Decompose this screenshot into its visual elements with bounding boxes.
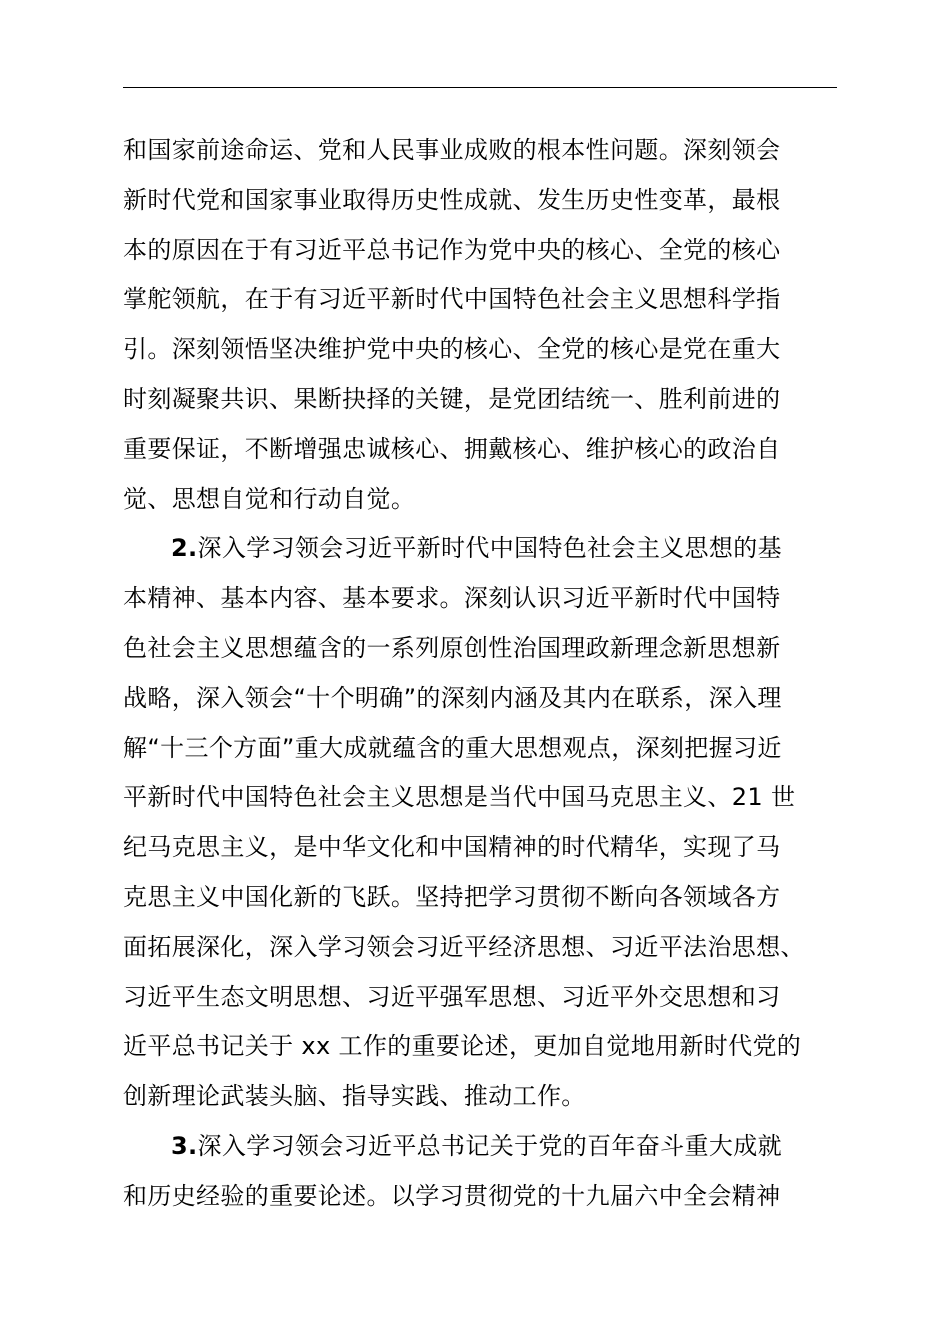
text-line: 纪马克思主义，是中华文化和中国精神的时代精华，实现了马: [123, 833, 781, 862]
text-line: 和历史经验的重要论述。以学习贯彻党的十九届六中全会精神: [123, 1181, 781, 1210]
paragraph-start-3: [123, 1122, 837, 1172]
text-line: 平新时代中国特色社会主义思想是当代中国马克思主义、21 世: [123, 783, 796, 812]
text-line: 创新理论武装头脑、指导实践、推动工作。: [123, 1082, 586, 1111]
text-line: 觉、思想自觉和行动自觉。: [123, 484, 416, 513]
text-line: 和国家前途命运、党和人民事业成败的根本性问题。深刻领会: [123, 136, 781, 164]
text-line: 本精神、基本内容、基本要求。深刻认识习近平新时代中国特: [123, 584, 781, 613]
text-line: 克思主义中国化新的飞跃。坚持把学习贯彻不断向各领域各方: [123, 882, 781, 911]
item-number: 2.: [171, 534, 198, 563]
text-line: 本的原因在于有习近平总书记作为党中央的核心、全党的核心: [123, 235, 781, 264]
text-line: 新时代党和国家事业取得历史性成就、发生历史性变革，最根: [123, 185, 781, 214]
text-line: 重要保证，不断增强忠诚核心、拥戴核心、维护核心的政治自: [123, 434, 781, 463]
text-line: 深入学习领会习近平总书记关于党的百年奋斗重大成就: [197, 1131, 782, 1160]
text-line: 近平总书记关于 xx 工作的重要论述，更加自觉地用新时代党的: [123, 1032, 802, 1061]
body-text: [123, 126, 837, 1222]
text-line: 掌舵领航，在于有习近平新时代中国特色社会主义思想科学指: [123, 285, 781, 314]
text-line: 战略，深入领会“十个明确”的深刻内涵及其内在联系，深入理: [123, 683, 782, 712]
paragraph-start-2: [123, 524, 837, 574]
header-rule: [123, 87, 837, 88]
item-number: 3.: [171, 1131, 198, 1160]
text-line: 时刻凝聚共识、果断抉择的关键，是党团结统一、胜利前进的: [123, 384, 781, 413]
text-line: 深入学习领会习近平新时代中国特色社会主义思想的基: [197, 534, 782, 563]
text-line: 解“十三个方面”重大成就蕴含的重大思想观点，深刻把握习近: [123, 733, 782, 762]
text-line: 习近平生态文明思想、习近平强军思想、习近平外交思想和习: [123, 982, 781, 1011]
text-line: 色社会主义思想蕴含的一系列原创性治国理政新理念新思想新: [123, 633, 781, 662]
text-line: 面拓展深化，深入学习领会习近平经济思想、习近平法治思想、: [123, 932, 805, 961]
text-line: 引。深刻领悟坚决维护党中央的核心、全党的核心是党在重大: [123, 335, 781, 364]
